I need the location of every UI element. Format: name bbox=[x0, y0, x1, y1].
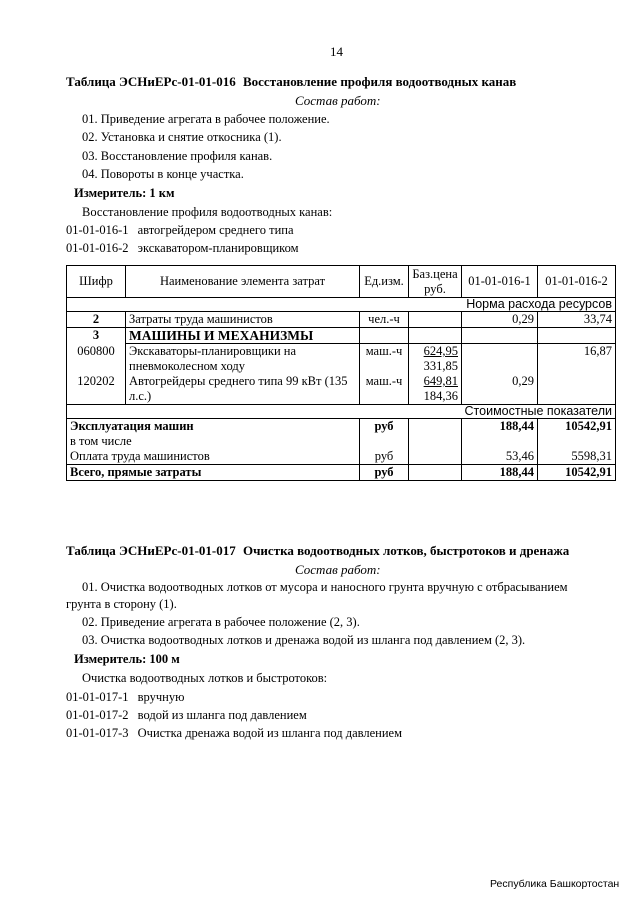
header-col1: 01-01-016-1 bbox=[462, 266, 538, 298]
graders-name-line2: л.с.) bbox=[129, 389, 152, 403]
table2-composition-heading: Состав работ: bbox=[295, 562, 381, 577]
table-row bbox=[67, 312, 616, 328]
labor-v2: 33,74 bbox=[538, 312, 616, 328]
header-name: Наименование элемента затрат bbox=[126, 266, 360, 298]
code: 01-01-016-2 bbox=[66, 241, 129, 255]
code: 01-01-017-3 bbox=[66, 726, 129, 740]
graders-v1: 0,29 bbox=[462, 374, 538, 405]
table-row bbox=[67, 449, 616, 465]
wages-v2: 5598,31 bbox=[538, 449, 616, 465]
labor-unit: чел.-ч bbox=[360, 312, 409, 328]
code: 01-01-016-1 bbox=[66, 223, 129, 237]
excavators-price-line1: 624,95 bbox=[423, 344, 458, 358]
table1-code-2 bbox=[66, 241, 299, 256]
norm-label: Норма расхода ресурсов bbox=[67, 298, 616, 312]
graders-v2 bbox=[538, 374, 616, 405]
graders-price-line1: 649,81 bbox=[423, 374, 458, 388]
header-base-price bbox=[409, 266, 462, 298]
machines-cipher: 3 bbox=[67, 328, 126, 344]
machines-unit bbox=[360, 328, 409, 344]
machines-price bbox=[409, 328, 462, 344]
machines-v1 bbox=[462, 328, 538, 344]
wages-price bbox=[409, 449, 462, 465]
including-v1 bbox=[462, 434, 538, 449]
excavators-name-line2: пневмоколесном ходу bbox=[129, 359, 245, 373]
header-col2: 01-01-016-2 bbox=[538, 266, 616, 298]
table2-title-prefix: Таблица ЭСНиЕРс-01-01-017 bbox=[66, 543, 236, 558]
excavators-v2: 16,87 bbox=[538, 344, 616, 375]
total-v1: 188,44 bbox=[462, 465, 538, 481]
table2-title bbox=[66, 543, 569, 559]
wages-v1: 53,46 bbox=[462, 449, 538, 465]
code-desc: Очистка дренажа водой из шланга под давлением bbox=[137, 726, 403, 740]
table1-meter: Измеритель: 1 км bbox=[74, 186, 175, 200]
table1-step-1: 01. Приведение агрегата в рабочее положение. bbox=[82, 112, 330, 126]
table2-code-2 bbox=[66, 708, 307, 723]
table2-title-text: Очистка водоотводных лотков, быстротоков и дренажа bbox=[242, 543, 570, 558]
header-unit: Ед.изм. bbox=[360, 266, 409, 298]
table1-title bbox=[66, 74, 516, 90]
graders-price-line2: 184,36 bbox=[423, 389, 458, 403]
table1-title-prefix: Таблица ЭСНиЕРс-01-01-016 bbox=[66, 74, 236, 89]
table1-step-2: 02. Установка и снятие откосника (1). bbox=[82, 130, 282, 144]
header-base-price-line2: руб. bbox=[424, 281, 446, 296]
table1-title-text: Восстановление профиля водоотводных канав bbox=[242, 74, 517, 89]
table2-step-3: 03. Очистка водоотводных лотков и дренажа водой из шланга под давлением (2, 3). bbox=[82, 633, 526, 647]
graders-cipher: 120202 bbox=[67, 374, 126, 405]
labor-v1: 0,29 bbox=[462, 312, 538, 328]
machines-v2 bbox=[538, 328, 616, 344]
table1-intro: Восстановление профиля водоотводных канав: bbox=[82, 205, 333, 219]
table2-code-1 bbox=[66, 690, 184, 705]
including-price bbox=[409, 434, 462, 449]
machines-heading: МАШИНЫ И МЕХАНИЗМЫ bbox=[126, 328, 360, 344]
footer-region: Республика Башкортостан bbox=[490, 878, 620, 890]
code-desc: автогрейдером среднего типа bbox=[137, 223, 294, 237]
excavators-name bbox=[126, 344, 360, 375]
graders-name bbox=[126, 374, 360, 405]
operation-v1: 188,44 bbox=[462, 419, 538, 435]
table1-code-1 bbox=[66, 223, 294, 238]
graders-name-line1: Автогрейдеры среднего типа 99 кВт (135 bbox=[129, 374, 348, 388]
excavators-unit: маш.-ч bbox=[360, 344, 409, 375]
table2-step-1-line2: грунта в сторону (1). bbox=[66, 597, 177, 611]
operation-name: Эксплуатация машин bbox=[67, 419, 360, 435]
resource-table bbox=[66, 265, 616, 481]
including-unit bbox=[360, 434, 409, 449]
labor-price bbox=[409, 312, 462, 328]
total-unit: руб bbox=[360, 465, 409, 481]
graders-price bbox=[409, 374, 462, 405]
excavators-cipher: 060800 bbox=[67, 344, 126, 375]
operation-unit: руб bbox=[360, 419, 409, 435]
total-v2: 10542,91 bbox=[538, 465, 616, 481]
table-row bbox=[67, 328, 616, 344]
table-row bbox=[67, 344, 616, 375]
table1-composition-heading: Состав работ: bbox=[295, 93, 381, 108]
graders-unit: маш.-ч bbox=[360, 374, 409, 405]
header-base-price-line1: Баз.цена bbox=[412, 266, 458, 281]
code-desc: вручную bbox=[137, 690, 185, 704]
table2-step-1-line1: 01. Очистка водоотводных лотков от мусора и наносного грунта вручную с отбрасыванием bbox=[82, 580, 568, 594]
table-row bbox=[67, 374, 616, 405]
table-row bbox=[67, 419, 616, 435]
wages-name: Оплата труда машинистов bbox=[67, 449, 360, 465]
header-cipher: Шифр bbox=[67, 266, 126, 298]
operation-v2: 10542,91 bbox=[538, 419, 616, 435]
excavators-name-line1: Экскаваторы-планировщики на bbox=[129, 344, 297, 358]
code: 01-01-017-1 bbox=[66, 690, 129, 704]
code-desc: экскаватором-планировщиком bbox=[137, 241, 299, 255]
table2-intro: Очистка водоотводных лотков и быстротоков: bbox=[82, 671, 328, 685]
operation-price bbox=[409, 419, 462, 435]
table1-step-4: 04. Повороты в конце участка. bbox=[82, 167, 244, 181]
table-row bbox=[67, 465, 616, 481]
table2-step-2: 02. Приведение агрегата в рабочее положение (2, 3). bbox=[82, 615, 360, 629]
table1-step-3: 03. Восстановление профиля канав. bbox=[82, 149, 273, 163]
excavators-price-line2: 331,85 bbox=[423, 359, 458, 373]
excavators-price bbox=[409, 344, 462, 375]
excavators-v1 bbox=[462, 344, 538, 375]
including-v2 bbox=[538, 434, 616, 449]
total-price bbox=[409, 465, 462, 481]
cost-label: Стоимостные показатели bbox=[67, 405, 616, 419]
page-number: 14 bbox=[330, 44, 343, 59]
norm-label-row bbox=[67, 298, 616, 312]
table-row bbox=[67, 434, 616, 449]
cost-label-row bbox=[67, 405, 616, 419]
total-name: Всего, прямые затраты bbox=[67, 465, 360, 481]
wages-unit: руб bbox=[360, 449, 409, 465]
table2-code-3 bbox=[66, 726, 402, 741]
code-desc: водой из шланга под давлением bbox=[137, 708, 307, 722]
code: 01-01-017-2 bbox=[66, 708, 129, 722]
labor-cipher: 2 bbox=[67, 312, 126, 328]
table2-meter: Измеритель: 100 м bbox=[74, 652, 180, 666]
labor-name: Затраты труда машинистов bbox=[126, 312, 360, 328]
table-header-row bbox=[67, 266, 616, 298]
including-label: в том числе bbox=[67, 434, 360, 449]
